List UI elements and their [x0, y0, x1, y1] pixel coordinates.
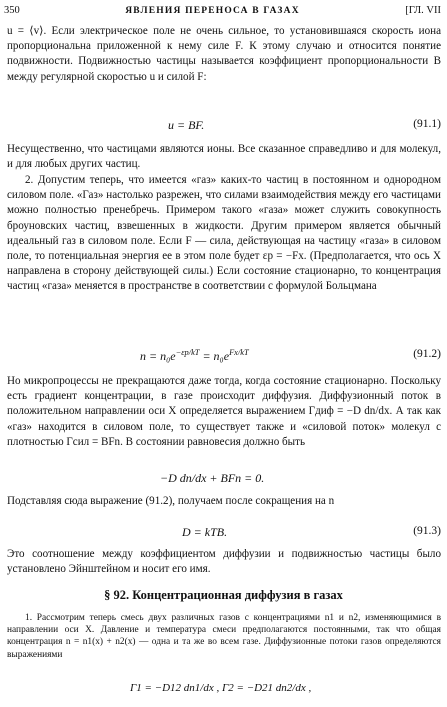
equation-formula: D = kTB. — [182, 525, 228, 539]
equation-formula: −D dn/dx + BFn = 0. — [160, 471, 265, 485]
equation-formula: u = BF. — [168, 118, 205, 132]
chapter-label: [ГЛ. VII — [405, 5, 441, 16]
header-title: ЯВЛЕНИЯ ПЕРЕНОСА В ГАЗАХ — [125, 6, 300, 16]
paragraph-3: 2. Допустим теперь, что имеется «газ» каких-то частиц в постоянном и однородном силовом поле. «Газ» настолько разрежен, что силами взаимодействия между его частицами можно полностью пренебречь. Примером такого «газа» может служить совокупность броуновских частиц, взвешенных в жидкости. Другим примером является обычный идеальный газ в силовом поле. Если F — сила, действующая на частицу «газа» в силовом поле, то потенциальная энергия ее в этом поле будет εp = −Fx. (Предполагается, что ось X направлена в сторону действующей силы.) Если состояние стационарно, то концентрация частиц «газа» меняется в пространстве в соответствии с формулой Больцмана — [7, 174, 441, 293]
equation-fluxes — [0, 680, 441, 704]
equation-number: (91.3) — [413, 525, 441, 537]
paragraph-7: 1. Рассмотрим теперь смесь двух различных газов с концентрациями n1 и n2, изменяющимися в направлении оси X. Давление и температура смеси предполагаются постоянными, так что общая концентрация n = n1(x) + n2(x) — одна и та же во всем газе. Диффузионные потоки газов определяются выражениями — [7, 613, 441, 660]
paragraph-5: Подставляя сюда выражение (91.2), получаем после сокращения на n — [7, 495, 335, 507]
paragraph-2: Несущественно, что частицами являются ионы. Все сказанное справедливо и для молекул, и для любых других частиц. — [7, 143, 441, 171]
equation-91-2 — [0, 340, 441, 368]
paragraph-1: u = ⟨v⟩. Если электрическое поле не очень сильное, то установившаяся скорость иона пропорциональна приложенной к нему силе F. К этому случаю и относится понятие подвижности. Подвижностью частицы называется коэффициент пропорциональности В между регулярной скоростью u и силой F: — [7, 25, 441, 83]
equation-formula: Γ1 = −D12 dn1/dx , Γ2 = −D21 dn2/dx , — [130, 682, 312, 694]
equation-balance — [0, 469, 441, 493]
equation-number: (91.2) — [413, 348, 441, 360]
section-heading: § 92. Концентрационная диффузия в газах — [104, 588, 343, 602]
equation-number: (91.1) — [413, 118, 441, 130]
paragraph-4: Но микропроцессы не прекращаются даже тогда, когда состояние стационарно. Поскольку есть градиент концентрации, в газе происходит диффузия. Диффузионный поток в положительном направлении оси X определяется выражением Γдиф = −D dn/dx. А так как «газ» находится в силовом поле, то существует также и «силовой поток» молекул с плотностью Γсил = BFn. В состоянии равновесия должно быть — [7, 375, 441, 448]
page-number: 350 — [4, 5, 20, 16]
paragraph-6: Это соотношение между коэффициентом диффузии и подвижностью частицы было установлено Эйнштейном и носит его имя. — [7, 548, 441, 576]
equation-formula: $n = n_0e^{-\varepsilon p/kT} = n_0e^{Fx/kT}$ — [140, 348, 249, 363]
equation-91-1 — [0, 116, 441, 140]
equation-91-3 — [0, 523, 441, 547]
running-header — [4, 5, 441, 19]
